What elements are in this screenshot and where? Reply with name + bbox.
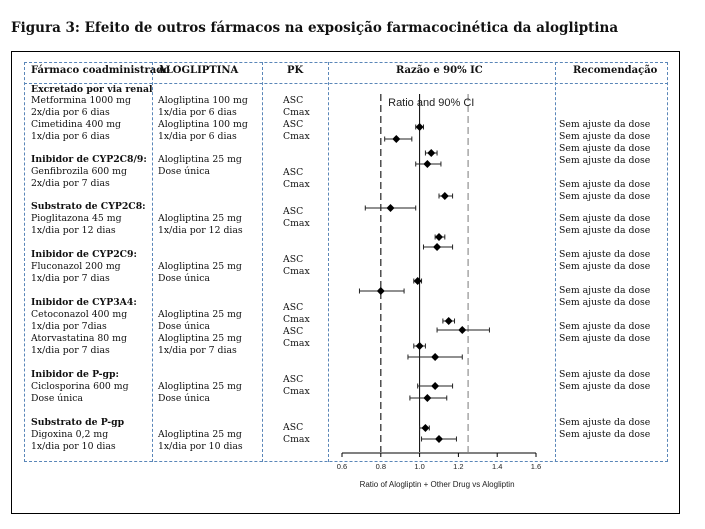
drug-cell: 2x/dia por 7 dias: [31, 178, 110, 189]
recommendation-cell: Sem ajuste da dose: [559, 191, 651, 202]
alogliptina-cell: Alogliptina 25 mg: [158, 261, 242, 272]
x-tick-label: 1.6: [530, 462, 542, 471]
alogliptina-cell: Dose única: [158, 273, 210, 284]
ratio-point: [427, 149, 435, 157]
pk-cell: Cmax: [283, 131, 310, 142]
drug-cell: Fluconazol 200 mg: [31, 261, 121, 272]
ratio-point: [423, 160, 431, 168]
pk-cell: ASC: [283, 422, 304, 433]
section-heading: Inibidor de P-gp:: [31, 369, 119, 380]
recommendation-cell: Sem ajuste da dose: [559, 321, 651, 332]
drug-cell: Metformina 1000 mg: [31, 95, 131, 106]
recommendation-cell: Sem ajuste da dose: [559, 381, 651, 392]
recommendation-cell: Sem ajuste da dose: [559, 131, 651, 142]
header-recommendation: Recomendação: [573, 65, 658, 76]
recommendation-cell: Sem ajuste da dose: [559, 155, 651, 166]
alogliptina-cell: 1x/dia por 6 dias: [158, 107, 237, 118]
recommendation-cell: Sem ajuste da dose: [559, 179, 651, 190]
drug-cell: 1x/dia por 7 dias: [31, 273, 110, 284]
x-tick-label: 1.4: [491, 462, 503, 471]
ratio-point: [458, 326, 466, 334]
recommendation-cell: Sem ajuste da dose: [559, 225, 651, 236]
pk-cell: Cmax: [283, 218, 310, 229]
header-drug: Fármaco coadministrado: [31, 65, 170, 76]
alogliptina-cell: 1x/dia por 6 dias: [158, 131, 237, 142]
header-alogliptina: ALOGLIPTINA: [158, 65, 239, 76]
recommendation-cell: Sem ajuste da dose: [559, 261, 651, 272]
pk-cell: ASC: [283, 167, 304, 178]
alogliptina-cell: Alogliptina 25 mg: [158, 333, 242, 344]
ratio-point: [435, 233, 443, 241]
pk-cell: ASC: [283, 302, 304, 313]
ratio-point: [387, 204, 395, 212]
pk-cell: ASC: [283, 206, 304, 217]
drug-cell: Digoxina 0,2 mg: [31, 429, 109, 440]
section-heading: Substrato de CYP2C8:: [31, 201, 146, 212]
recommendation-cell: Sem ajuste da dose: [559, 213, 651, 224]
pk-cell: Cmax: [283, 434, 310, 445]
section-heading: Substrato de P-gp: [31, 417, 125, 428]
pk-cell: Cmax: [283, 107, 310, 118]
pk-cell: Cmax: [283, 266, 310, 277]
pk-cell: Cmax: [283, 338, 310, 349]
pk-cell: Cmax: [283, 314, 310, 325]
ratio-point: [435, 435, 443, 443]
ratio-point: [392, 135, 400, 143]
alogliptina-cell: Alogliptina 25 mg: [158, 381, 242, 392]
ratio-point: [416, 342, 424, 350]
section-heading: Inibidor de CYP3A4:: [31, 297, 137, 308]
pk-cell: ASC: [283, 254, 304, 265]
drug-cell: Cetoconazol 400 mg: [31, 309, 128, 320]
ratio-point: [416, 123, 424, 131]
alogliptina-cell: Alogliptina 100 mg: [158, 119, 248, 130]
alogliptina-cell: 1x/dia por 12 dias: [158, 225, 243, 236]
x-tick-label: 1.0: [414, 462, 425, 471]
recommendation-cell: Sem ajuste da dose: [559, 119, 651, 130]
ratio-point: [421, 424, 429, 432]
drug-cell: 2x/dia por 6 dias: [31, 107, 110, 118]
alogliptina-cell: Dose única: [158, 166, 210, 177]
alogliptina-cell: Alogliptina 25 mg: [158, 154, 242, 165]
alogliptina-cell: Alogliptina 100 mg: [158, 95, 248, 106]
recommendation-cell: Sem ajuste da dose: [559, 249, 651, 260]
section-heading: Excretado por via renal: [31, 84, 153, 95]
ratio-point: [431, 353, 439, 361]
ratio-point: [414, 277, 422, 285]
ratio-point: [445, 317, 453, 325]
recommendation-cell: Sem ajuste da dose: [559, 297, 651, 308]
figure-title: Figura 3: Efeito de outros fármacos na exposição farmacocinética da alogliptina: [11, 20, 619, 36]
pk-cell: ASC: [283, 326, 304, 337]
recommendation-cell: Sem ajuste da dose: [559, 417, 651, 428]
pk-cell: ASC: [283, 95, 304, 106]
pk-cell: ASC: [283, 374, 304, 385]
drug-cell: 1x/dia por 7 dias: [31, 345, 110, 356]
section-heading: Inibidor de CYP2C8/9:: [31, 154, 147, 165]
pk-cell: ASC: [283, 119, 304, 130]
x-tick-label: 0.6: [336, 462, 348, 471]
alogliptina-cell: Alogliptina 25 mg: [158, 213, 242, 224]
drug-cell: Genfibrozila 600 mg: [31, 166, 127, 177]
x-axis-label: Ratio of Alogliptin + Other Drug vs Alogliptin: [359, 480, 515, 489]
drug-cell: Ciclosporina 600 mg: [31, 381, 129, 392]
drug-cell: 1x/dia por 6 dias: [31, 131, 110, 142]
drug-cell: 1x/dia por 7dias: [31, 321, 107, 332]
drug-cell: Dose única: [31, 393, 83, 404]
chart-title: Ratio and 90% CI: [388, 97, 475, 109]
drug-cell: Atorvastatina 80 mg: [31, 333, 127, 344]
alogliptina-cell: Alogliptina 25 mg: [158, 309, 242, 320]
ratio-point: [433, 243, 441, 251]
drug-cell: 1x/dia por 12 dias: [31, 225, 116, 236]
header-pk: PK: [287, 65, 304, 76]
recommendation-cell: Sem ajuste da dose: [559, 429, 651, 440]
recommendation-cell: Sem ajuste da dose: [559, 369, 651, 380]
ratio-point: [377, 287, 385, 295]
ratio-point: [431, 382, 439, 390]
drug-cell: 1x/dia por 10 dias: [31, 441, 116, 452]
ratio-point: [423, 394, 431, 402]
alogliptina-cell: Dose única: [158, 393, 210, 404]
drug-cell: Cimetidina 400 mg: [31, 119, 121, 130]
pk-cell: Cmax: [283, 386, 310, 397]
ratio-point: [441, 192, 449, 200]
recommendation-cell: Sem ajuste da dose: [559, 333, 651, 344]
pk-cell: Cmax: [283, 179, 310, 190]
x-tick-label: 1.2: [453, 462, 464, 471]
alogliptina-cell: Dose única: [158, 321, 210, 332]
drug-cell: Pioglitazona 45 mg: [31, 213, 122, 224]
section-heading: Inibidor de CYP2C9:: [31, 249, 137, 260]
header-ratio: Razão e 90% IC: [396, 65, 483, 76]
alogliptina-cell: 1x/dia por 7 dias: [158, 345, 237, 356]
recommendation-cell: Sem ajuste da dose: [559, 143, 651, 154]
x-tick-label: 0.8: [375, 462, 387, 471]
alogliptina-cell: 1x/dia por 10 dias: [158, 441, 243, 452]
recommendation-cell: Sem ajuste da dose: [559, 285, 651, 296]
alogliptina-cell: Alogliptina 25 mg: [158, 429, 242, 440]
